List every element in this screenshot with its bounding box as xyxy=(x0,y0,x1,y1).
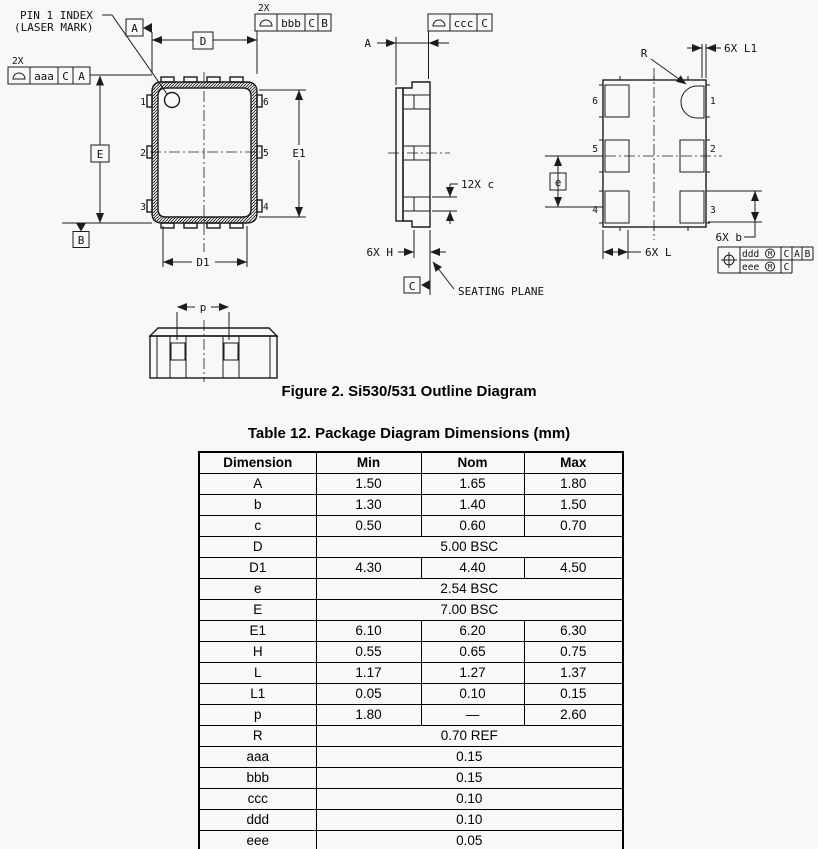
min-cell: 1.30 xyxy=(316,495,421,516)
datum-flag-A xyxy=(126,19,152,36)
datum-letter: A xyxy=(131,22,138,35)
min-cell: 4.30 xyxy=(316,558,421,579)
mmc-letter: M xyxy=(767,250,773,258)
table-row xyxy=(199,684,623,705)
table-row xyxy=(199,495,623,516)
tolerance-value: aaa xyxy=(34,70,54,83)
dim-cell: bbb xyxy=(199,768,316,789)
span-cell: 0.10 xyxy=(316,810,623,831)
top-view xyxy=(140,72,269,252)
col-header: Max xyxy=(524,452,623,474)
max-cell: 0.15 xyxy=(524,684,623,705)
table-row xyxy=(199,558,623,579)
max-cell: 0.70 xyxy=(524,516,623,537)
dim-cell: eee xyxy=(199,831,316,849)
package-outer-outline xyxy=(152,82,257,223)
span-cell: 5.00 BSC xyxy=(316,537,623,558)
max-cell: 2.60 xyxy=(524,705,623,726)
pin1-index-text: PIN 1 INDEX xyxy=(20,9,93,22)
datum-letter: C xyxy=(408,280,416,293)
dim-label-6x-b: 6X b xyxy=(715,231,742,244)
dimension-table xyxy=(198,451,624,849)
pin1-index-mark xyxy=(165,93,180,108)
nom-cell: 6.20 xyxy=(421,621,524,642)
table-row xyxy=(199,537,623,558)
min-cell: 6.10 xyxy=(316,621,421,642)
table-row xyxy=(199,621,623,642)
dim-6x-L1 xyxy=(687,42,757,78)
dim-label-p: p xyxy=(199,301,207,314)
min-cell: 0.05 xyxy=(316,684,421,705)
datum-ref: B xyxy=(804,249,811,260)
table-row xyxy=(199,810,623,831)
mmc-letter: M xyxy=(767,263,773,271)
figure-caption: Figure 2. Si530/531 Outline Diagram xyxy=(281,383,537,400)
min-cell: 1.80 xyxy=(316,705,421,726)
datum-flag-B xyxy=(73,223,89,248)
lid-outline xyxy=(396,88,403,221)
pin-label: 1 xyxy=(140,97,146,108)
datum-flag-C xyxy=(404,277,430,293)
dim-label-6x-H: 6X H xyxy=(366,246,393,259)
qty-label: 2X xyxy=(258,3,270,14)
tolerance-value: ccc xyxy=(453,17,474,30)
pin-label: 6 xyxy=(592,96,598,107)
datum-ref: A xyxy=(78,70,85,83)
dim-cell: p xyxy=(199,705,316,726)
dim-cell: L xyxy=(199,663,316,684)
table-header-row xyxy=(199,452,623,474)
min-cell: 0.50 xyxy=(316,516,421,537)
datum-ref: C xyxy=(308,17,315,30)
dim-cell: D1 xyxy=(199,558,316,579)
outline-diagram xyxy=(0,0,818,382)
seating-plane-callout xyxy=(433,262,544,298)
tolerance-value: eee xyxy=(742,262,760,273)
span-cell: 0.10 xyxy=(316,789,623,810)
dim-cell: R xyxy=(199,726,316,747)
pin-label: 5 xyxy=(592,144,598,155)
dim-label-E: E xyxy=(96,148,104,161)
max-cell: 4.50 xyxy=(524,558,623,579)
dim-R xyxy=(641,47,686,84)
pin-label: 6 xyxy=(263,97,269,108)
laser-mark-text: (LASER MARK) xyxy=(14,21,94,34)
qty-label: 2X xyxy=(12,56,24,67)
nom-cell: — xyxy=(421,705,524,726)
profile-symbol-icon xyxy=(260,20,272,26)
datum-ref: C xyxy=(783,262,790,273)
table-row xyxy=(199,579,623,600)
dim-cell: ccc xyxy=(199,789,316,810)
table-row xyxy=(199,600,623,621)
span-cell: 2.54 BSC xyxy=(316,579,623,600)
dim-cell: E1 xyxy=(199,621,316,642)
top-view-pin-numbers xyxy=(140,97,269,213)
dim-label-A: A xyxy=(364,37,371,50)
min-cell: 1.50 xyxy=(316,474,421,495)
dim-p xyxy=(177,300,229,340)
max-cell: 1.50 xyxy=(524,495,623,516)
table-row xyxy=(199,747,623,768)
nom-cell: 0.60 xyxy=(421,516,524,537)
nom-cell: 1.65 xyxy=(421,474,524,495)
edge-notch-ticks xyxy=(599,76,710,231)
span-cell: 7.00 BSC xyxy=(316,600,623,621)
dim-label-D1: D1 xyxy=(196,256,210,269)
span-cell: 0.05 xyxy=(316,831,623,849)
dim-cell: D xyxy=(199,537,316,558)
nom-cell: 1.27 xyxy=(421,663,524,684)
nom-cell: 1.40 xyxy=(421,495,524,516)
dim-label-D: D xyxy=(199,35,207,48)
dim-cell: H xyxy=(199,642,316,663)
col-header: Dimension xyxy=(199,452,316,474)
dim-cell: c xyxy=(199,516,316,537)
seating-plane-label: SEATING PLANE xyxy=(458,285,545,298)
datum-triangle xyxy=(143,23,152,33)
max-cell: 1.37 xyxy=(524,663,623,684)
dim-label-12x-c: 12X c xyxy=(461,178,495,191)
datum-ref: C xyxy=(481,17,488,30)
datum-ref: C xyxy=(783,249,790,260)
min-cell: 1.17 xyxy=(316,663,421,684)
nom-cell: 4.40 xyxy=(421,558,524,579)
pin-label: 5 xyxy=(263,148,269,159)
pin-label: 2 xyxy=(140,148,146,159)
dim-12x-c xyxy=(432,178,494,224)
pin-label: 2 xyxy=(710,144,716,155)
max-cell: 6.30 xyxy=(524,621,623,642)
dim-label-6x-L: 6X L xyxy=(645,246,672,259)
table-title: Table 12. Package Diagram Dimensions (mm) xyxy=(247,425,571,442)
datum-ref: A xyxy=(794,249,800,260)
pin-label: 3 xyxy=(140,202,146,213)
table-row xyxy=(199,516,623,537)
datum-ref: B xyxy=(321,17,328,30)
bottom-outline xyxy=(603,80,706,227)
front-pads xyxy=(171,343,238,360)
min-cell: 0.55 xyxy=(316,642,421,663)
profile-symbol-icon xyxy=(13,73,25,79)
bottom-pads xyxy=(605,85,704,223)
body-outline xyxy=(403,82,430,227)
dim-cell: L1 xyxy=(199,684,316,705)
datum-triangle xyxy=(421,280,430,290)
dim-cell: e xyxy=(199,579,316,600)
dim-cell: E xyxy=(199,600,316,621)
dim-cell: A xyxy=(199,474,316,495)
col-header: Nom xyxy=(421,452,524,474)
fcf-aaa xyxy=(8,56,152,84)
pin-label: 1 xyxy=(710,96,716,107)
dim-label-E1: E1 xyxy=(292,147,306,160)
pin-label: 3 xyxy=(710,205,716,216)
tolerance-value: bbb xyxy=(281,17,301,30)
pin1-round-pad xyxy=(681,86,704,118)
dim-D xyxy=(152,31,257,74)
table-row xyxy=(199,831,623,849)
max-cell: 0.75 xyxy=(524,642,623,663)
lid-outline xyxy=(150,328,277,336)
table-row xyxy=(199,474,623,495)
datum-ref: C xyxy=(62,70,69,83)
fcf-bbb xyxy=(255,3,331,31)
table-row xyxy=(199,705,623,726)
package-rim-hatch xyxy=(152,82,257,223)
dim-label-R: R xyxy=(640,47,648,60)
tolerance-value: ddd xyxy=(742,249,760,260)
table-row xyxy=(199,642,623,663)
table-row xyxy=(199,726,623,747)
pin-label: 4 xyxy=(592,205,598,216)
dim-cell: b xyxy=(199,495,316,516)
fcf-position xyxy=(718,247,813,273)
dim-6x-L xyxy=(603,230,672,259)
dim-6x-H xyxy=(367,230,447,295)
table-row xyxy=(199,789,623,810)
span-cell: 0.15 xyxy=(316,768,623,789)
dim-A xyxy=(364,31,449,85)
dim-cell: ddd xyxy=(199,810,316,831)
dim-E xyxy=(62,76,152,223)
datum-triangle xyxy=(76,223,86,232)
pin-label: 4 xyxy=(263,202,269,213)
table-row xyxy=(199,663,623,684)
col-header: Min xyxy=(316,452,421,474)
dim-e xyxy=(545,156,603,207)
fcf-ccc xyxy=(428,14,492,31)
datum-letter: B xyxy=(77,234,85,247)
position-symbol-icon xyxy=(721,252,737,268)
dim-label-e: e xyxy=(554,176,562,189)
side-view xyxy=(388,82,450,227)
dim-label-6x-L1: 6X L1 xyxy=(724,42,758,55)
table-row xyxy=(199,768,623,789)
nom-cell: 0.65 xyxy=(421,642,524,663)
bottom-view xyxy=(548,68,722,240)
span-cell: 0.15 xyxy=(316,747,623,768)
front-view xyxy=(150,320,277,382)
profile-symbol-icon xyxy=(433,20,445,26)
max-cell: 1.80 xyxy=(524,474,623,495)
dim-D1 xyxy=(163,226,247,269)
dim-cell: aaa xyxy=(199,747,316,768)
castellation-lines xyxy=(157,336,270,378)
span-cell: 0.70 REF xyxy=(316,726,623,747)
nom-cell: 0.10 xyxy=(421,684,524,705)
body-outline xyxy=(150,336,277,378)
dim-6x-b xyxy=(708,191,762,244)
